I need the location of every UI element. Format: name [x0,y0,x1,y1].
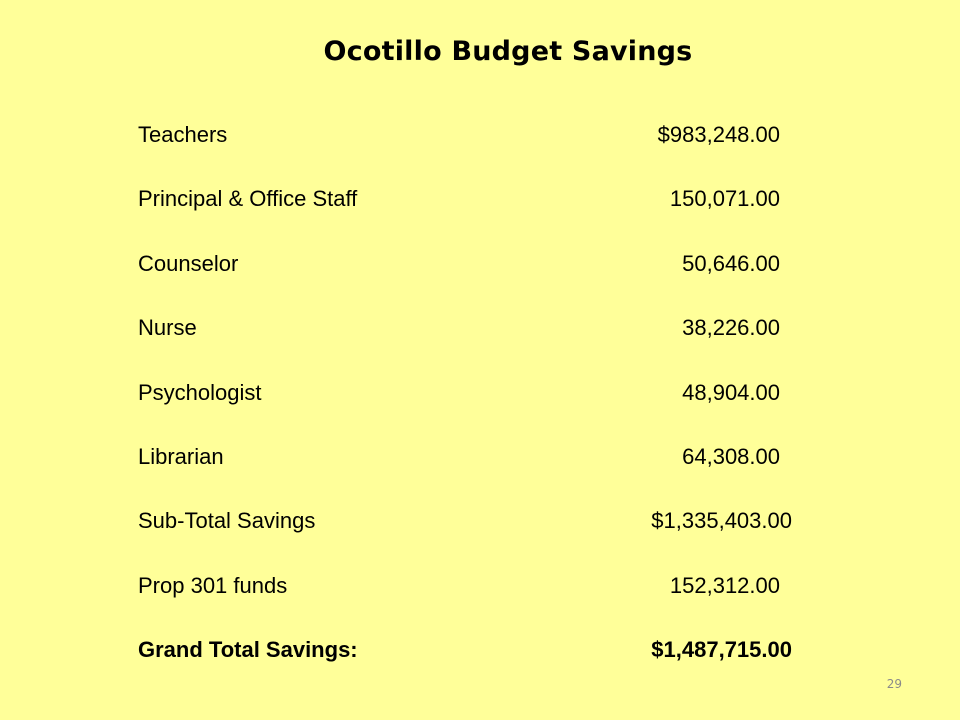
row-label: Sub-Total Savings [138,508,316,534]
row-amount: 48,904.00 [682,379,780,405]
savings-row-principal-office-staff [138,180,798,244]
savings-list [138,116,798,696]
row-amount: $1,487,715.00 [651,637,792,663]
row-label: Grand Total Savings: [138,637,358,663]
row-amount: $1,335,403.00 [651,508,792,534]
savings-row-prop-301-funds [138,567,798,631]
row-amount: 152,312.00 [669,572,780,598]
row-label: Counselor [138,250,239,276]
savings-row-grand-total [138,631,798,695]
row-label: Nurse [138,315,197,341]
row-label: Librarian [138,443,224,469]
slide-title: Ocotillo Budget Savings [323,36,693,67]
row-label: Prop 301 funds [138,572,288,598]
savings-row-teachers [138,116,798,180]
row-label: Psychologist [138,379,262,405]
savings-row-psychologist [138,374,798,438]
savings-row-nurse [138,309,798,373]
row-amount: 38,226.00 [682,315,780,341]
page-number: 29 [886,677,902,691]
savings-row-subtotal [138,502,798,566]
row-label: Principal & Office Staff [138,186,358,212]
row-amount: $983,248.00 [657,122,780,147]
savings-row-librarian [138,438,798,502]
row-label: Teachers [138,122,228,147]
row-amount: 64,308.00 [682,443,780,469]
row-amount: 150,071.00 [669,186,780,212]
row-amount: 50,646.00 [682,250,780,276]
savings-row-counselor [138,245,798,309]
